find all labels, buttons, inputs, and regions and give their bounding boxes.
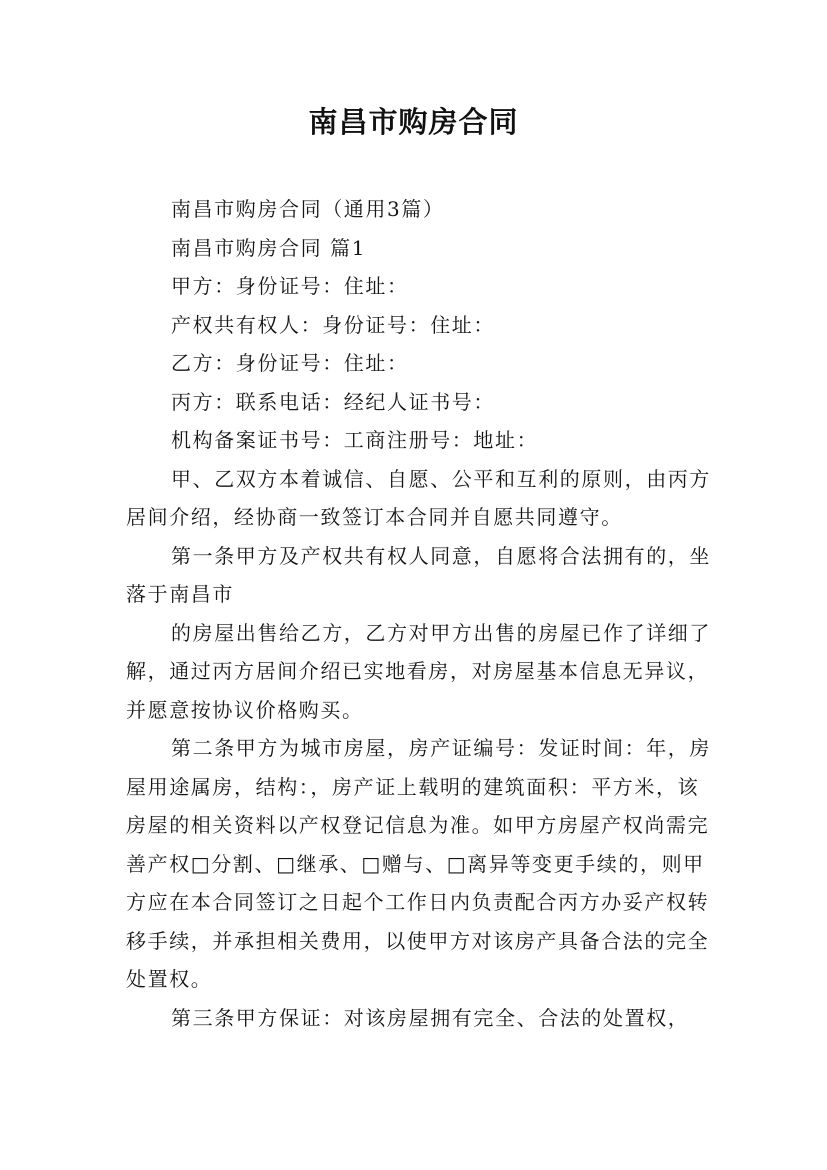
- paragraph-party-a: 甲方：身份证号：住址：: [171, 274, 409, 298]
- paragraph-preamble: 甲、乙双方本着诚信、自愿、公平和互利的原则，由丙方居间介绍，经协商一致签订本合同并自愿共同遵守。: [126, 466, 711, 529]
- paragraph-agency-info: 机构备案证书号：工商注册号：地址：: [171, 428, 539, 452]
- paragraph-party-b: 乙方：身份证号：住址：: [171, 351, 409, 375]
- paragraph-article-2: 第二条甲方为城市房屋，房产证编号：发证时间：年，房屋用途属房，结构：，房产证上载明的建筑面积：平方米，该房屋的相关资料以产权登记信息为准。如甲方房屋产权尚需完善产权□分割、□继承、□赠与、□离异等变更手续的，则甲方应在本合同签订之日起个工作日内负责配合丙方办妥产权转移手续，并承担相关费用，以使甲方对该房产具备合法的完全处置权。: [126, 736, 711, 991]
- paragraph-article-1: 第一条甲方及产权共有权人同意，自愿将合法拥有的，坐落于南昌市: [126, 543, 711, 606]
- paragraph-party-c: 丙方：联系电话：经纪人证书号：: [171, 389, 495, 414]
- paragraph-co-owner: 产权共有权人：身份证号：住址：: [171, 312, 495, 337]
- paragraph-article-3: 第三条甲方保证：对该房屋拥有完全、合法的处置权，: [171, 1005, 690, 1030]
- paragraph-article-1-continued: 的房屋出售给乙方，乙方对甲方出售的房屋已作了详细了解，通过丙方居间介绍已实地看房，对房屋基本信息无异议，并愿意按协议价格购买。: [126, 620, 711, 722]
- paragraph-section-heading: 南昌市购房合同 篇1: [171, 235, 367, 260]
- paragraph-subtitle: 南昌市购房合同（通用3篇）: [171, 197, 445, 221]
- document-body: [126, 190, 714, 1037]
- document-title: 南昌市购房合同: [308, 105, 519, 139]
